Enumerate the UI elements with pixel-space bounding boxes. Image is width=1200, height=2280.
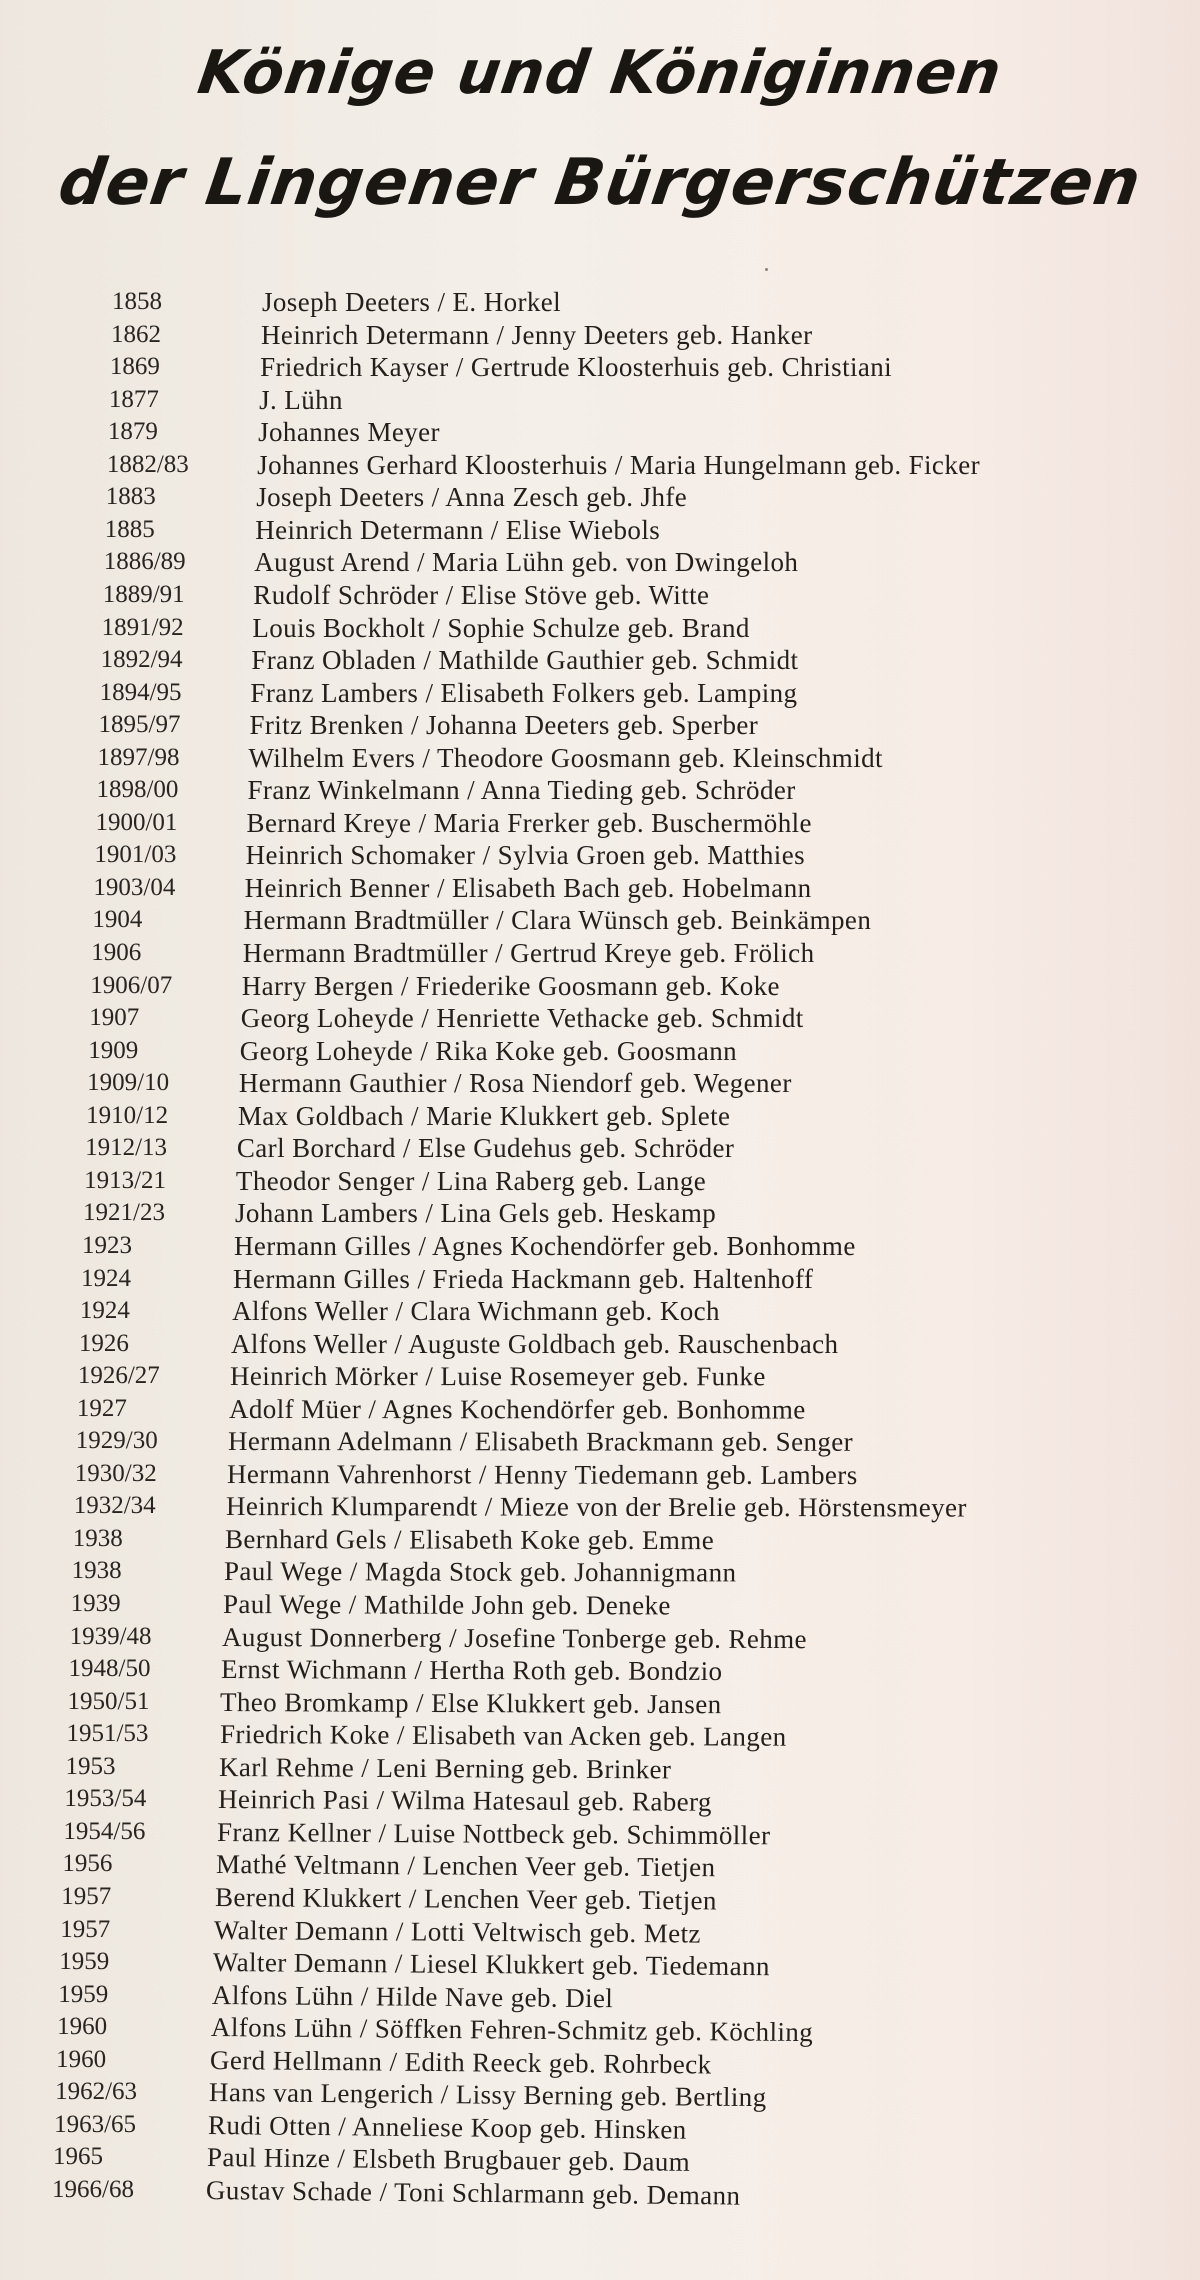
list-item (0, 351, 1200, 383)
list-item (0, 1751, 1200, 1783)
entry-names: Heinrich Benner / Elisabeth Bach geb. Hobelmann (244, 872, 812, 903)
entry-year: 1960 (57, 2013, 108, 2041)
entry-year: 1921/23 (83, 1199, 165, 1227)
entry-year: 1894/95 (99, 678, 182, 706)
entry-year: 1906/07 (90, 971, 173, 999)
entry-year: 1954/56 (63, 1817, 146, 1845)
list-item (0, 1783, 1200, 1818)
entry-names: Alfons Weller / Auguste Goldbach geb. Rauschenbach (231, 1328, 839, 1359)
list-item (0, 514, 1200, 546)
entry-year: 1909 (88, 1036, 139, 1064)
entry-names: Max Goldbach / Marie Klukkert geb. Splete (237, 1100, 731, 1131)
list-item (0, 774, 1200, 806)
list-item (0, 1555, 1200, 1587)
entry-names: Hermann Bradtmüller / Gertrud Kreye geb. Frölich (242, 938, 815, 968)
list-item (0, 1979, 1200, 2011)
list-item (0, 644, 1200, 676)
list-item (0, 1067, 1200, 1099)
entry-year: 1927 (76, 1394, 127, 1422)
list-item (0, 449, 1200, 481)
entry-year: 1957 (61, 1882, 112, 1910)
entry-year: 1930/32 (74, 1459, 157, 1487)
entry-year: 1877 (108, 385, 159, 413)
entry-year: 1939/48 (69, 1622, 152, 1650)
list-item (0, 1848, 1200, 1883)
entry-names: Paul Hinze / Elsbeth Brugbauer geb. Daum (206, 2142, 691, 2178)
entry-names: Heinrich Pasi / Wilma Hatesaul geb. Raberg (217, 1784, 712, 1818)
entry-year: 1903/04 (93, 873, 176, 901)
entry-names: August Donnerberg / Josefine Tonberge geb. Rehme (222, 1621, 808, 1654)
entry-names: Alfons Lühn / Hilde Nave geb. Diel (211, 1979, 614, 2013)
entry-year: 1939 (70, 1590, 121, 1617)
entry-names: Joseph Deeters / Anna Zesch geb. Jhfe (256, 482, 688, 513)
page-title-line-1: Könige und Königinnen (193, 38, 1007, 108)
list-item (0, 286, 1200, 318)
entry-year: 1924 (79, 1297, 130, 1325)
entry-names: Johannes Gerhard Kloosterhuis / Maria Hungelmann geb. Ficker (257, 449, 980, 480)
entry-year: 1953 (65, 1752, 116, 1780)
list-item (0, 2076, 1200, 2113)
entry-names: J. Lühn (259, 384, 343, 415)
entry-names: Franz Lambers / Elisabeth Folkers geb. Lamping (250, 677, 798, 708)
entry-names: Karl Rehme / Leni Berning geb. Brinker (218, 1751, 671, 1785)
list-item (0, 384, 1200, 416)
entry-names: Franz Obladen / Mathilde Gauthier geb. Schmidt (251, 645, 799, 676)
entry-names: Heinrich Determann / Jenny Deeters geb. Hanker (261, 319, 813, 350)
list-item (0, 1425, 1200, 1457)
entry-year: 1951/53 (66, 1720, 149, 1748)
entry-year: 1966/68 (52, 2175, 134, 2203)
list-item (0, 2044, 1200, 2080)
page-title-line-2: der Lingener Bürgerschützen (54, 146, 1146, 220)
entry-year: 1959 (59, 1948, 110, 1976)
entry-year: 1897/98 (97, 743, 180, 771)
entry-names: Franz Winkelmann / Anna Tieding geb. Schröder (247, 775, 796, 806)
list-item (0, 1263, 1200, 1295)
entry-year: 1926 (78, 1329, 129, 1357)
entry-year: 1960 (56, 2045, 107, 2073)
list-item (0, 1946, 1200, 1982)
entry-year: 1858 (112, 288, 162, 315)
entry-names: Walter Demann / Liesel Klukkert geb. Tiedemann (212, 1947, 770, 1982)
list-item (0, 1230, 1200, 1262)
entry-names: Alfons Weller / Clara Wichmann geb. Koch (232, 1296, 720, 1327)
entry-year: 1891/92 (101, 613, 184, 641)
entry-year: 1862 (110, 320, 161, 348)
list-item (0, 1490, 1200, 1522)
entry-names: Rudolf Schröder / Elise Stöve geb. Witte (253, 579, 710, 610)
list-item (0, 2109, 1200, 2145)
entry-names: Heinrich Determann / Elise Wiebols (255, 514, 661, 545)
list-item (0, 1718, 1200, 1750)
list-item (0, 1393, 1200, 1425)
entry-names: Hans van Lengerich / Lissy Berning geb. Bertling (208, 2077, 767, 2113)
entry-names: Johann Lambers / Lina Gels geb. Heskamp (234, 1198, 717, 1229)
entry-names: August Arend / Maria Lühn geb. von Dwingeloh (254, 547, 799, 578)
entry-year: 1882/83 (106, 450, 189, 478)
entry-year: 1913/21 (84, 1166, 167, 1194)
entry-year: 1912/13 (85, 1134, 168, 1162)
entry-names: Rudi Otten / Anneliese Koop geb. Hinsken (207, 2109, 687, 2145)
list-item (0, 904, 1200, 936)
entry-year: 1907 (89, 1004, 140, 1032)
entry-year: 1963/65 (54, 2110, 137, 2138)
entry-names: Joseph Deeters / E. Horkel (262, 287, 562, 317)
list-item (0, 1002, 1200, 1034)
list-item (0, 1360, 1200, 1392)
entry-names: Louis Bockholt / Sophie Schulze geb. Brand (252, 612, 750, 643)
entry-names: Hermann Bradtmüller / Clara Wünsch geb. Beinkämpen (243, 905, 872, 936)
entry-names: Bernhard Gels / Elisabeth Koke geb. Emme (225, 1523, 715, 1556)
list-item (0, 742, 1200, 774)
list-item (0, 1588, 1200, 1620)
list-item (0, 416, 1200, 448)
list-item (0, 1523, 1200, 1555)
list-item (0, 1295, 1200, 1327)
entry-names: Heinrich Klumparendt / Mieze von der Brelie geb. Hörstensmeyer (226, 1491, 968, 1523)
entry-year: 1901/03 (94, 841, 177, 869)
entry-year: 1956 (62, 1850, 113, 1878)
list-item (0, 1653, 1200, 1685)
entry-names: Theo Bromkamp / Else Klukkert geb. Jansen (220, 1686, 723, 1719)
entry-names: Wilhelm Evers / Theodore Goosmann geb. Kleinschmidt (248, 742, 883, 773)
entry-year: 1904 (92, 906, 143, 934)
entry-year: 1923 (82, 1231, 132, 1259)
entry-year: 1950/51 (67, 1687, 150, 1715)
entry-year: 1910/12 (86, 1101, 169, 1129)
entry-names: Johannes Meyer (258, 417, 440, 448)
list-item (0, 546, 1200, 578)
list-item (0, 677, 1200, 709)
entry-names: Georg Loheyde / Rika Koke geb. Goosmann (239, 1035, 738, 1066)
entry-names: Gustav Schade / Toni Schlarmann geb. Demann (205, 2174, 741, 2211)
entry-names: Harry Bergen / Friederike Goosmann geb. Koke (241, 970, 780, 1001)
entry-year: 1938 (71, 1557, 122, 1585)
list-item (0, 839, 1200, 871)
list-item (0, 709, 1200, 741)
entry-names: Georg Loheyde / Henriette Vethacke geb. Schmidt (240, 1003, 804, 1034)
list-item (0, 1881, 1200, 1916)
list-item (0, 1197, 1200, 1229)
entry-year: 1953/54 (64, 1785, 147, 1813)
entry-year: 1885 (104, 515, 155, 543)
list-item (0, 937, 1200, 969)
list-item (0, 970, 1200, 1002)
entry-year: 1906 (91, 939, 142, 966)
entry-names: Ernst Wichmann / Hertha Roth geb. Bondzio (221, 1654, 723, 1687)
list-item (0, 1132, 1200, 1164)
entry-names: Paul Wege / Magda Stock geb. Johannigmann (224, 1556, 737, 1588)
entry-year: 1883 (105, 483, 156, 511)
list-item (0, 319, 1200, 351)
entry-names: Alfons Lühn / Söffken Fehren-Schmitz geb. Köchling (210, 2012, 814, 2048)
entry-names: Heinrich Schomaker / Sylvia Groen geb. Matthies (245, 840, 805, 871)
list-item (0, 612, 1200, 644)
entry-year: 1892/94 (100, 646, 183, 674)
entry-year: 1926/27 (77, 1362, 160, 1390)
list-item (0, 1035, 1200, 1067)
entry-names: Fritz Brenken / Johanna Deeters geb. Sperber (249, 710, 759, 741)
list-item (0, 872, 1200, 904)
list-item (0, 2011, 1200, 2048)
entry-year: 1889/91 (102, 580, 185, 608)
list-item (0, 2141, 1200, 2178)
entry-year: 1965 (53, 2143, 104, 2171)
list-item (0, 481, 1200, 513)
entry-year: 1895/97 (98, 711, 181, 739)
entry-year: 1900/01 (95, 808, 178, 836)
entry-year: 1962/63 (55, 2078, 138, 2106)
entry-names: Friedrich Kayser / Gertrude Kloosterhuis geb. Christiani (260, 352, 893, 383)
entry-names: Hermann Gauthier / Rosa Niendorf geb. Wegener (238, 1068, 792, 1099)
entry-year: 1938 (72, 1524, 123, 1552)
entry-year: 1948/50 (68, 1655, 151, 1683)
entry-names: Walter Demann / Lotti Veltwisch geb. Metz (213, 1914, 701, 1949)
entry-year: 1932/34 (73, 1492, 156, 1520)
entry-year: 1909/10 (87, 1069, 170, 1097)
entry-names: Paul Wege / Mathilde John geb. Deneke (223, 1589, 672, 1621)
paper-speck (765, 268, 768, 271)
entry-names: Hermann Gilles / Agnes Kochendörfer geb. Bonhomme (234, 1230, 856, 1261)
entry-year: 1929/30 (75, 1427, 158, 1455)
entry-names: Heinrich Mörker / Luise Rosemeyer geb. Funke (230, 1361, 766, 1392)
entry-year: 1959 (58, 1980, 109, 2008)
list-item (0, 1621, 1200, 1653)
entry-year: 1957 (60, 1915, 111, 1943)
list-item (0, 1165, 1200, 1197)
entry-year: 1898/00 (96, 776, 179, 804)
list-item (0, 1328, 1200, 1360)
list-item (0, 579, 1200, 611)
entry-names: Hermann Adelmann / Elisabeth Brackmann geb. Senger (228, 1426, 854, 1458)
entry-names: Adolf Müer / Agnes Kochendörfer geb. Bonhomme (229, 1393, 806, 1425)
entry-year: 1886/89 (103, 548, 186, 576)
entry-names: Friedrich Koke / Elisabeth van Acken geb. Langen (219, 1719, 787, 1752)
entry-names: Gerd Hellmann / Edith Reeck geb. Rohrbeck (209, 2044, 712, 2080)
entry-year: 1924 (80, 1264, 131, 1292)
list-item (0, 1100, 1200, 1132)
entry-names: Franz Kellner / Luise Nottbeck geb. Schimmöller (216, 1816, 771, 1851)
entry-year: 1879 (107, 418, 158, 446)
entry-names: Hermann Gilles / Frieda Hackmann geb. Haltenhoff (233, 1263, 814, 1294)
list-item (0, 1914, 1200, 1949)
entry-names: Berend Klukkert / Lenchen Veer geb. Tietjen (214, 1881, 717, 1916)
list-item (0, 807, 1200, 839)
list-item (0, 1816, 1200, 1851)
entry-names: Bernard Kreye / Maria Frerker geb. Buschermöhle (246, 807, 812, 838)
list-item (0, 1686, 1200, 1718)
entry-names: Hermann Vahrenhorst / Henny Tiedemann geb. Lambers (227, 1458, 858, 1490)
list-item (0, 2174, 1200, 2211)
list-item (0, 1458, 1200, 1490)
entry-names: Theodor Senger / Lina Raberg geb. Lange (235, 1165, 707, 1196)
entry-names: Mathé Veltmann / Lenchen Veer geb. Tietjen (215, 1849, 716, 1883)
entry-year: 1869 (109, 353, 160, 381)
entry-names: Carl Borchard / Else Gudehus geb. Schröder (236, 1133, 735, 1164)
